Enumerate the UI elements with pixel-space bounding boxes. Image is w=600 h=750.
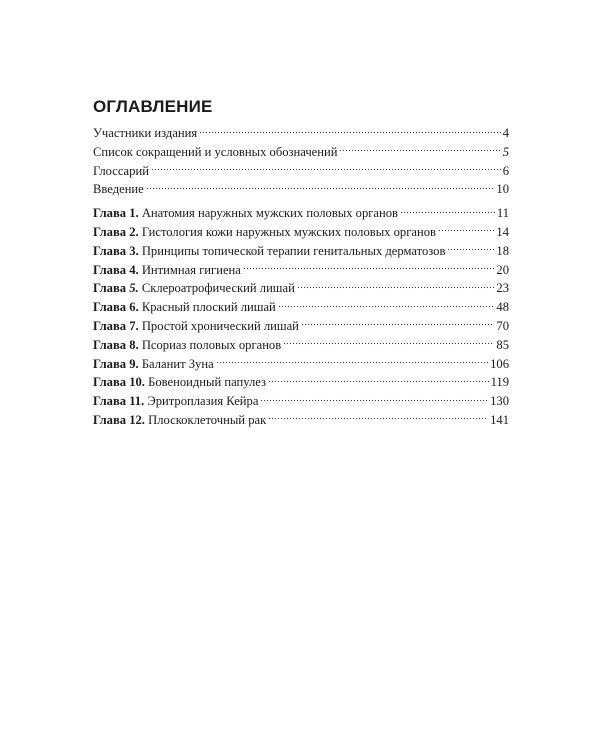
- toc-title: ОГЛАВЛЕНИЕ: [93, 97, 213, 116]
- chapter-number: Глава 12.: [93, 412, 145, 427]
- entry-label: [93, 411, 266, 430]
- dot-leader: [339, 149, 500, 153]
- chapter-number: Глава 2.: [93, 224, 139, 239]
- chapter-number-digit: 5.: [129, 281, 139, 296]
- dot-leader: [297, 285, 495, 289]
- dot-leader: [278, 304, 495, 308]
- toc-entry-chapter-3[interactable]: [93, 242, 509, 261]
- entry-label: [93, 317, 299, 336]
- chapter-title: Плоскоклеточный рак: [148, 412, 267, 427]
- toc-entry-introduction[interactable]: [93, 180, 509, 199]
- entry-label: [93, 298, 276, 317]
- chapter-number-word: Глава: [93, 281, 130, 296]
- dot-leader: [283, 342, 494, 346]
- chapter-number: Глава 3.: [93, 243, 139, 258]
- entry-label: [93, 392, 258, 411]
- dot-leader: [400, 210, 495, 214]
- entry-page-number: 48: [496, 300, 509, 315]
- toc-entry-chapter-10[interactable]: [93, 373, 509, 392]
- entry-page-number: 6: [502, 163, 509, 178]
- chapter-title: Интимная гигиена: [141, 262, 241, 277]
- chapter-title: Баланит Зуна: [141, 356, 214, 371]
- dot-leader: [151, 168, 501, 172]
- entry-page-number: 85: [496, 337, 509, 352]
- dot-leader: [447, 248, 494, 252]
- toc-entry-chapter-11[interactable]: [93, 392, 509, 411]
- toc-entry-contributors[interactable]: [93, 124, 509, 143]
- entry-label: Участники издания: [93, 126, 198, 140]
- chapter-number: Глава 7.: [93, 318, 139, 333]
- toc-entry-chapter-2[interactable]: [93, 223, 509, 242]
- entry-label: [93, 355, 214, 374]
- entry-label: Глоссарий: [93, 163, 149, 178]
- entry-page-number: 70: [496, 318, 509, 333]
- dot-leader: [146, 186, 495, 190]
- entry-label: [93, 204, 398, 223]
- toc-entry-chapter-4[interactable]: [93, 261, 509, 280]
- chapter-title: Принципы топической терапии генитальных дерматозов: [141, 243, 446, 258]
- intro-entries: [93, 124, 509, 199]
- entry-label: [93, 261, 241, 280]
- toc-entry-chapter-9[interactable]: [93, 355, 509, 374]
- chapter-title: Красный плоский лишай: [141, 300, 276, 315]
- dot-leader: [216, 361, 488, 365]
- entry-label: [93, 279, 295, 298]
- toc-entry-glossary[interactable]: [93, 162, 509, 181]
- entry-page-number: 4: [502, 126, 509, 140]
- entry-page-number: 141: [490, 412, 509, 427]
- entry-label: [93, 223, 436, 242]
- chapter-title: Склероатрофический лишай: [141, 281, 295, 296]
- dot-leader: [301, 323, 494, 327]
- entry-page-number: 23: [496, 281, 509, 296]
- entry-page-number: 11: [496, 206, 509, 221]
- entry-label: [93, 373, 266, 392]
- chapter-number: Глава 8.: [93, 337, 139, 352]
- entry-label: Введение: [93, 182, 144, 197]
- chapter-title: Бовеноидный папулез: [148, 375, 267, 390]
- toc-entry-chapter-7[interactable]: [93, 317, 509, 336]
- chapter-title: Простой хронический лишай: [141, 318, 299, 333]
- chapter-title: Гистология кожи наружных мужских половых органов: [141, 224, 436, 239]
- entry-page-number: 10: [496, 182, 509, 197]
- entry-label: [93, 336, 281, 355]
- toc-entry-chapter-5[interactable]: [93, 279, 509, 298]
- chapter-number: Глава 10.: [93, 375, 145, 390]
- entry-page-number: 5: [502, 144, 509, 159]
- entry-label: [93, 242, 445, 261]
- dot-leader: [268, 417, 488, 421]
- entry-page-number: 14: [496, 224, 509, 239]
- toc-entry-abbreviations[interactable]: [93, 143, 509, 162]
- entry-page-number: 18: [496, 243, 509, 258]
- chapter-title: Эритроплазия Кейра: [147, 394, 259, 409]
- chapter-number: Глава 11.: [93, 394, 145, 409]
- entry-page-number: 130: [490, 394, 509, 409]
- toc-entry-chapter-1[interactable]: [93, 204, 509, 223]
- chapter-title: Анатомия наружных мужских половых органов: [141, 206, 398, 221]
- table-of-contents: [93, 96, 509, 430]
- toc-entry-chapter-12[interactable]: [93, 411, 509, 430]
- chapter-number: Глава 1.: [93, 206, 139, 221]
- entry-label: Список сокращений и условных обозначений: [93, 144, 338, 159]
- chapter-number: Глава 4.: [93, 262, 139, 277]
- chapter-title: Псориаз половых органов: [141, 337, 282, 352]
- dot-leader: [199, 130, 501, 134]
- toc-entry-chapter-8[interactable]: [93, 336, 509, 355]
- dot-leader: [243, 267, 495, 271]
- entry-page-number: 20: [496, 262, 509, 277]
- chapter-number: Глава 9.: [93, 356, 139, 371]
- dot-leader: [260, 398, 488, 402]
- dot-leader: [438, 229, 494, 233]
- toc-entry-chapter-6[interactable]: [93, 298, 509, 317]
- dot-leader: [268, 379, 489, 383]
- entry-page-number: 119: [490, 375, 509, 390]
- chapter-entries: [93, 204, 509, 430]
- entry-page-number: 106: [490, 356, 509, 371]
- chapter-number: Глава 6.: [93, 300, 139, 315]
